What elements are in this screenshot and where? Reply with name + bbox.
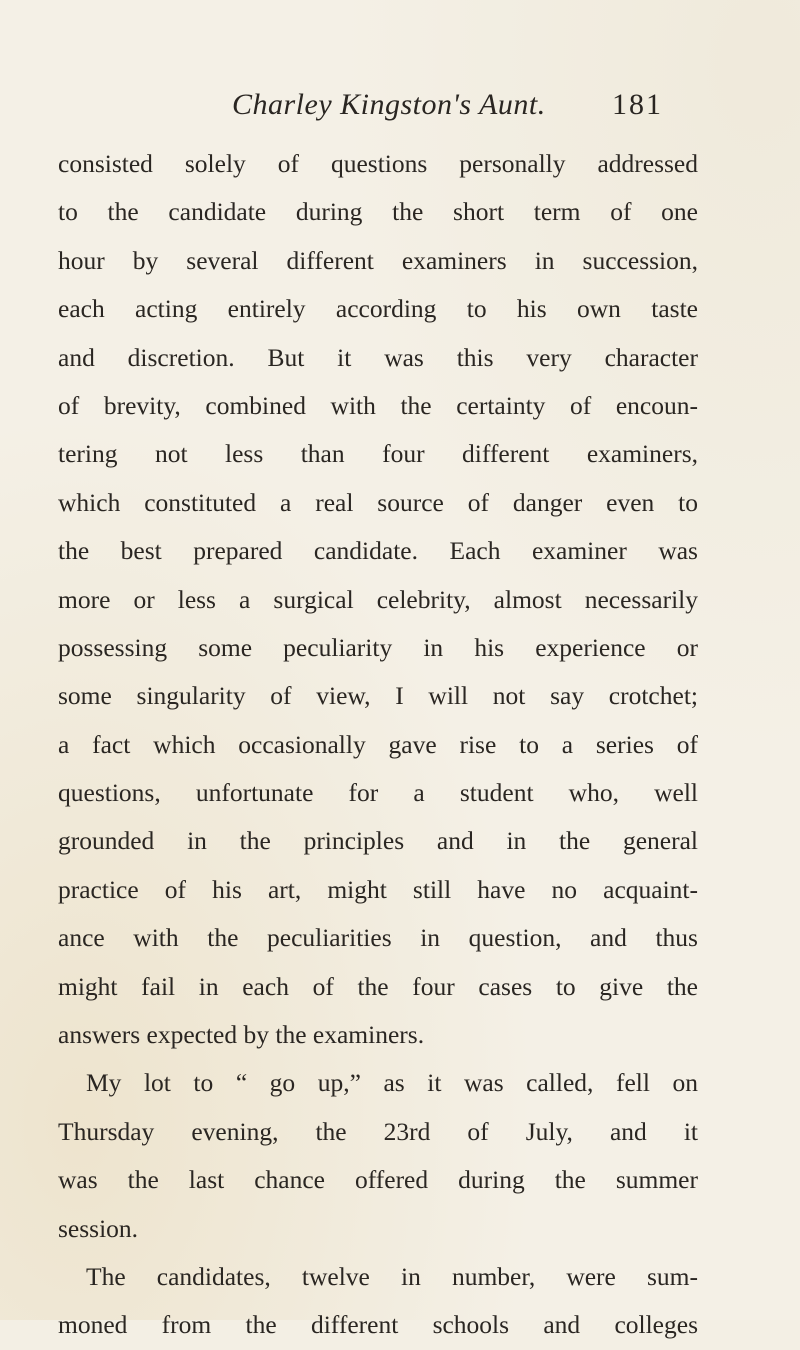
running-title: Charley Kingston's Aunt. <box>232 88 546 121</box>
text-line: moned from the different schools and colleges <box>58 1310 698 1340</box>
text-line: might fail in each of the four cases to give the <box>58 971 698 1001</box>
text-line: a fact which occasionally gave rise to a series of <box>58 729 698 759</box>
text-line: ance with the peculiarities in question, and thus <box>58 923 698 953</box>
text-line: the best prepared candidate. Each examiner was <box>58 536 698 566</box>
text-line: was the last chance offered during the summer <box>58 1165 698 1195</box>
paragraph-end-line: session. <box>58 1213 139 1243</box>
page-header <box>0 88 800 132</box>
paragraph-start-line: My lot to “ go up,” as it was called, fell on <box>86 1068 698 1098</box>
text-line: to the candidate during the short term of one <box>58 197 698 227</box>
text-line: each acting entirely according to his own taste <box>58 294 698 324</box>
text-line: grounded in the principles and in the general <box>58 826 698 856</box>
paragraph-end-line: answers expected by the examiners. <box>58 1020 425 1050</box>
paragraph-start-line: The candidates, twelve in number, were sum- <box>86 1261 698 1291</box>
text-line: hour by several different examiners in succession, <box>58 245 698 275</box>
text-line: practice of his art, might still have no acquaint- <box>58 874 698 904</box>
text-line: tering not less than four different examiners, <box>58 439 698 469</box>
text-line: possessing some peculiarity in his experience or <box>58 632 698 662</box>
text-line: of brevity, combined with the certainty of encoun- <box>58 390 698 420</box>
text-line: some singularity of view, I will not say crotchet; <box>58 681 698 711</box>
text-line: questions, unfortunate for a student who, well <box>58 778 698 808</box>
text-line: more or less a surgical celebrity, almost necessarily <box>58 584 698 614</box>
text-line: and discretion. But it was this very character <box>58 342 698 372</box>
text-line: Thursday evening, the 23rd of July, and it <box>58 1116 698 1146</box>
text-line: which constituted a real source of danger even to <box>58 487 698 517</box>
body-text <box>58 140 698 1350</box>
page-number: 181 <box>612 88 663 121</box>
text-line: consisted solely of questions personally addressed <box>58 149 698 178</box>
